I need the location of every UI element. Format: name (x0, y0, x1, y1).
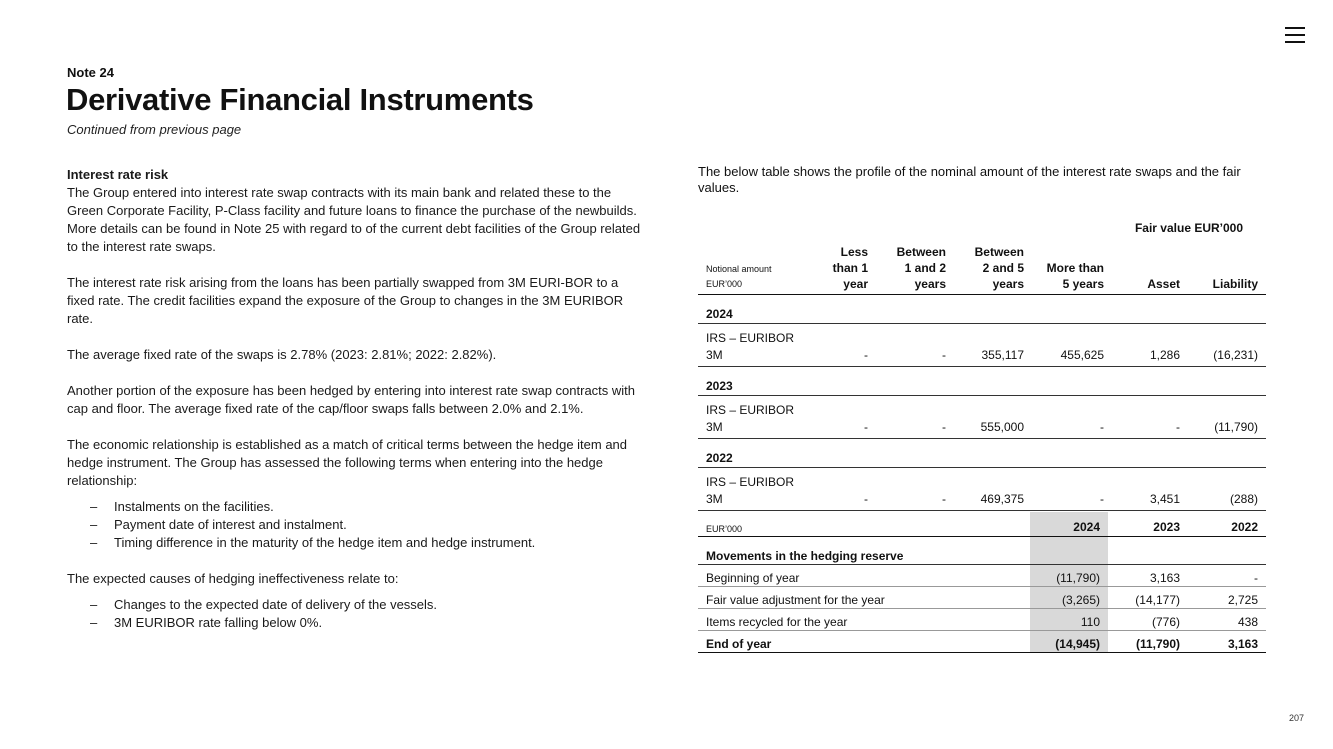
table-header-row (698, 236, 1266, 295)
col-more-than-5-years: More than 5 years (1032, 236, 1112, 295)
paragraph: The interest rate risk arising from the loans has been partially swapped from 3M EURI-BOR to a fixed rate. The credit facilities expand the exposure of the Group to changes in the 3M EURIBOR rate. (67, 275, 624, 326)
col-less-than-1-year: Less than 1 year (810, 236, 876, 295)
col-2023: 2023 (1108, 512, 1188, 537)
paragraph: Another portion of the exposure has been hedged by entering into interest rate swap contracts with cap and floor. The average fixed rate of the cap/floor swaps falls between 2.0% and 2.1%. (67, 383, 636, 416)
table-row: IRS – EURIBOR 3M - - 355,117 455,625 1,286 (16,231) (698, 324, 1266, 367)
paragraph: The economic relationship is established as a match of critical terms between the hedge item and hedge instrument. The Group has assessed the following terms when entering into the hedge relationship: (67, 437, 628, 488)
list-item: – Changes to the expected date of delivery of the vessels. (67, 596, 647, 614)
year-row: 2024 (698, 295, 1266, 324)
total-row: End of year (14,945) (11,790) 3,163 (698, 631, 1266, 653)
section-heading: Interest rate risk (67, 167, 169, 182)
col-liability: Liability (1188, 236, 1266, 295)
unit-label: EUR’000 (698, 512, 1030, 537)
paragraph: The average fixed rate of the swaps is 2.78% (2023: 2.81%; 2022: 2.82%). (67, 347, 497, 362)
col-between-2-and-5-years: Between 2 and 5 years (954, 236, 1032, 295)
interest-rate-swap-table (698, 218, 1266, 511)
page-subtitle: Continued from previous page (67, 122, 242, 137)
col-2022: 2022 (1188, 512, 1266, 537)
table-row: Items recycled for the year 110 (776) 438 (698, 609, 1266, 631)
section-row: Movements in the hedging reserve (698, 537, 1266, 565)
table-row: Fair value adjustment for the year (3,265) (14,177) 2,725 (698, 587, 1266, 609)
list-item: – Timing difference in the maturity of the hedge item and hedge instrument. (67, 534, 647, 552)
ineffectiveness-causes-list (67, 596, 647, 632)
paragraph: The expected causes of hedging ineffectiveness relate to: (67, 571, 399, 586)
hamburger-menu-icon[interactable] (1285, 26, 1305, 44)
list-item: – Payment date of interest and instalment. (67, 516, 647, 534)
hedging-reserve-table (698, 512, 1266, 653)
notional-amount-header: Notional amount EUR’000 (698, 236, 810, 295)
list-item: – Instalments on the facilities. (67, 498, 647, 516)
list-item: – 3M EURIBOR rate falling below 0%. (67, 614, 647, 632)
table-header-row (698, 512, 1266, 537)
fair-value-header: Fair value EUR’000 (1134, 221, 1244, 235)
table-header-row (698, 218, 1266, 236)
page-number: 207 (1289, 713, 1305, 723)
note-label: Note 24 (67, 65, 114, 80)
table-row: Beginning of year (11,790) 3,163 - (698, 565, 1266, 587)
table-row: IRS – EURIBOR 3M - - 555,000 - - (11,790) (698, 396, 1266, 439)
col-asset: Asset (1112, 236, 1188, 295)
col-2024: 2024 (1030, 512, 1108, 537)
year-row: 2022 (698, 439, 1266, 468)
table-intro-text: The below table shows the profile of the nominal amount of the interest rate swaps and the fair values. (698, 164, 1241, 195)
col-between-1-and-2-years: Between 1 and 2 years (876, 236, 954, 295)
paragraph: The Group entered into interest rate swap contracts with its main bank and related these to the Green Corporate Facility, P-Class facility and future loans to finance the purchase of the newbuilds. More details can be found in Note 25 with regard to of the current debt facilities of the Group related to the interest rate swaps. (67, 185, 641, 254)
page-title: Derivative Financial Instruments (66, 82, 534, 117)
left-column-text (67, 166, 647, 650)
table-row: IRS – EURIBOR 3M - - 469,375 - 3,451 (288) (698, 468, 1266, 511)
hedge-terms-list (67, 498, 647, 552)
year-row: 2023 (698, 367, 1266, 396)
